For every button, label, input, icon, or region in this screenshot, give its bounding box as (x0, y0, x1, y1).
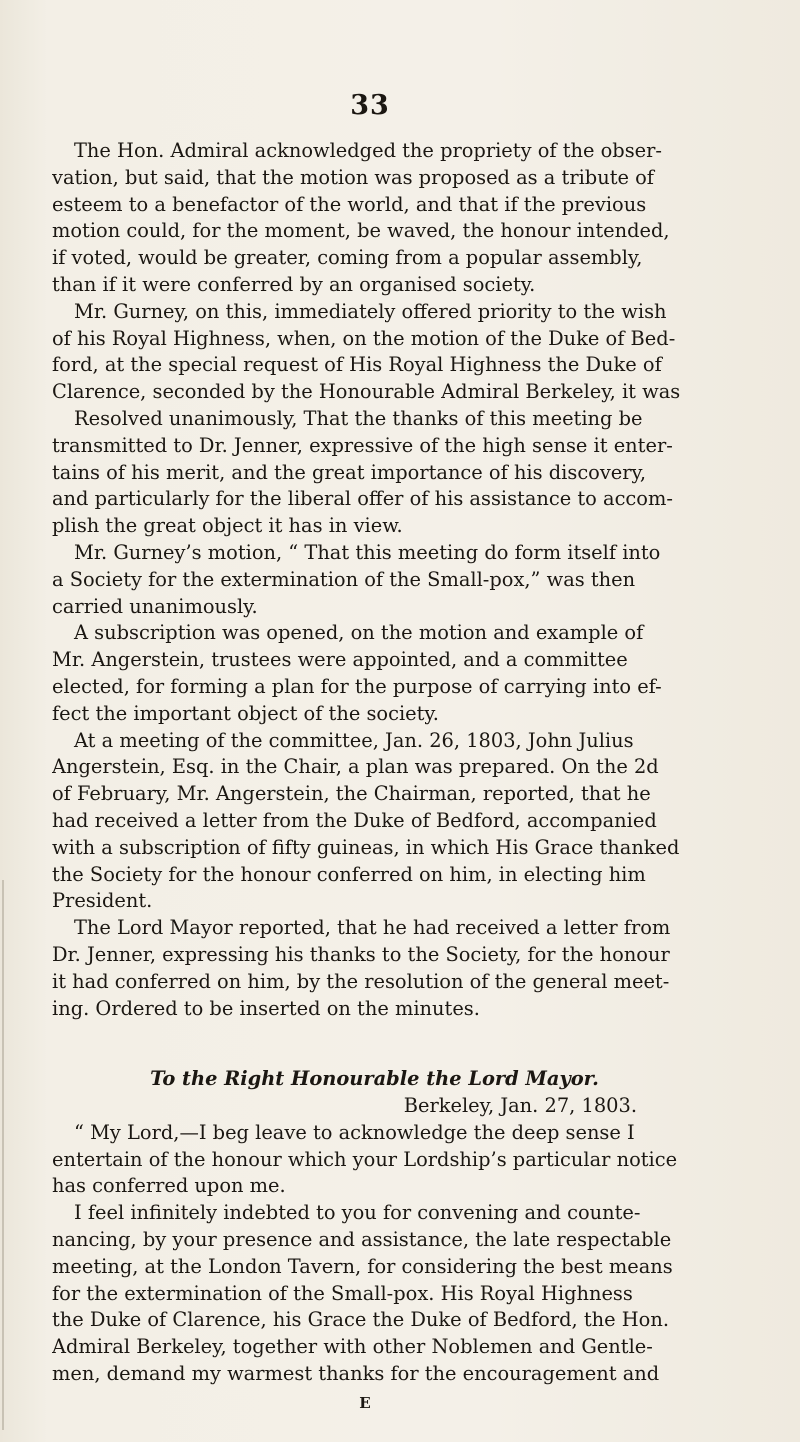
text-line: Resolved unanimously, That the thanks of this meeting be (74, 406, 643, 430)
text-line: the Society for the honour conferred on him, in electing him (52, 862, 646, 886)
letter-heading: To the Right Honourable the Lord Mayor. (150, 1067, 599, 1091)
text-line: has conferred upon me. (52, 1174, 286, 1198)
text-line: had received a letter from the Duke of Bedford, accompanied (52, 808, 657, 832)
text-line: transmitted to Dr. Jenner, expressive of the high sense it enter- (52, 433, 673, 457)
letter-paragraph-2 (52, 1200, 752, 1388)
text-line: of February, Mr. Angerstein, the Chairman, reported, that he (52, 782, 651, 806)
text-line: plish the great object it has in view. (52, 514, 403, 538)
text-line: esteem to a benefactor of the world, and that if the previous (52, 192, 647, 216)
paragraph-4 (52, 620, 752, 727)
text-line: vation, but said, that the motion was proposed as a tribute of (52, 165, 654, 189)
text-line: tains of his merit, and the great importance of his discovery, (52, 460, 647, 484)
text-line: if voted, would be greater, coming from a popular assembly, (52, 246, 643, 270)
page-number: 33 (350, 90, 390, 121)
text-line: Angerstein, Esq. in the Chair, a plan was prepared. On the 2d (52, 755, 659, 779)
text-line: for the extermination of the Small-pox. His Royal Highness (52, 1281, 633, 1305)
text-line: Mr. Gurney’s motion, “ That this meeting do form itself into (74, 540, 661, 564)
text-line: Admiral Berkeley, together with other Noblemen and Gentle- (52, 1335, 653, 1359)
text-line: than if it were conferred by an organised society. (52, 272, 536, 296)
paragraph-1 (52, 138, 752, 299)
text-line: of his Royal Highness, when, on the motion of the Duke of Bed- (52, 326, 676, 350)
letter-paragraph-1 (52, 1120, 752, 1200)
text-line: a Society for the extermination of the Small-pox,” was then (52, 567, 636, 591)
text-line: motion could, for the moment, be waved, the honour intended, (52, 219, 670, 243)
text-line: ing. Ordered to be inserted on the minutes. (52, 996, 480, 1020)
text-line: Mr. Gurney, on this, immediately offered priority to the wish (74, 299, 667, 323)
letter (52, 1066, 752, 1388)
body-text (52, 138, 752, 1388)
text-line: meeting, at the London Tavern, for considering the best means (52, 1254, 673, 1278)
text-line: nancing, by your presence and assistance, the late respectable (52, 1228, 672, 1252)
text-line: ford, at the special request of His Royal Highness the Duke of (52, 353, 662, 377)
page-edge-shadow (2, 880, 4, 1430)
text-line: I feel infinitely indebted to you for convening and counte- (74, 1201, 641, 1225)
paragraph-3 (52, 540, 752, 620)
text-line: men, demand my warmest thanks for the encouragement and (52, 1362, 660, 1386)
paragraph-2 (52, 299, 752, 540)
text-line: A subscription was opened, on the motion and example of (74, 621, 644, 645)
text-line: carried unanimously. (52, 594, 258, 618)
text-line: it had conferred on him, by the resolution of the general meet- (52, 969, 670, 993)
text-line: fect the important object of the society. (52, 701, 439, 725)
text-line: entertain of the honour which your Lordship’s particular notice (52, 1147, 678, 1171)
text-line: Clarence, seconded by the Honourable Admiral Berkeley, it was (52, 380, 681, 404)
signature-mark: E (359, 1394, 371, 1412)
text-line: President. (52, 889, 153, 913)
paragraph-5 (52, 728, 752, 916)
text-line: elected, for forming a plan for the purpose of carrying into ef- (52, 674, 662, 698)
text-line: At a meeting of the committee, Jan. 26, 1803, John Julius (74, 728, 634, 752)
text-line: Dr. Jenner, expressing his thanks to the Society, for the honour (52, 942, 670, 966)
text-line: Mr. Angerstein, trustees were appointed, and a committee (52, 648, 628, 672)
text-line: the Duke of Clarence, his Grace the Duke of Bedford, the Hon. (52, 1308, 669, 1332)
text-line: The Hon. Admiral acknowledged the propriety of the obser- (74, 139, 662, 162)
text-line: “ My Lord,—I beg leave to acknowledge the deep sense I (74, 1120, 635, 1144)
text-line: The Lord Mayor reported, that he had received a letter from (74, 916, 671, 940)
letter-dateline: Berkeley, Jan. 27, 1803. (403, 1094, 637, 1118)
text-line: with a subscription of fifty guineas, in which His Grace thanked (52, 835, 680, 859)
text-line: and particularly for the liberal offer of his assistance to accom- (52, 487, 673, 511)
paragraph-6 (52, 915, 752, 1022)
